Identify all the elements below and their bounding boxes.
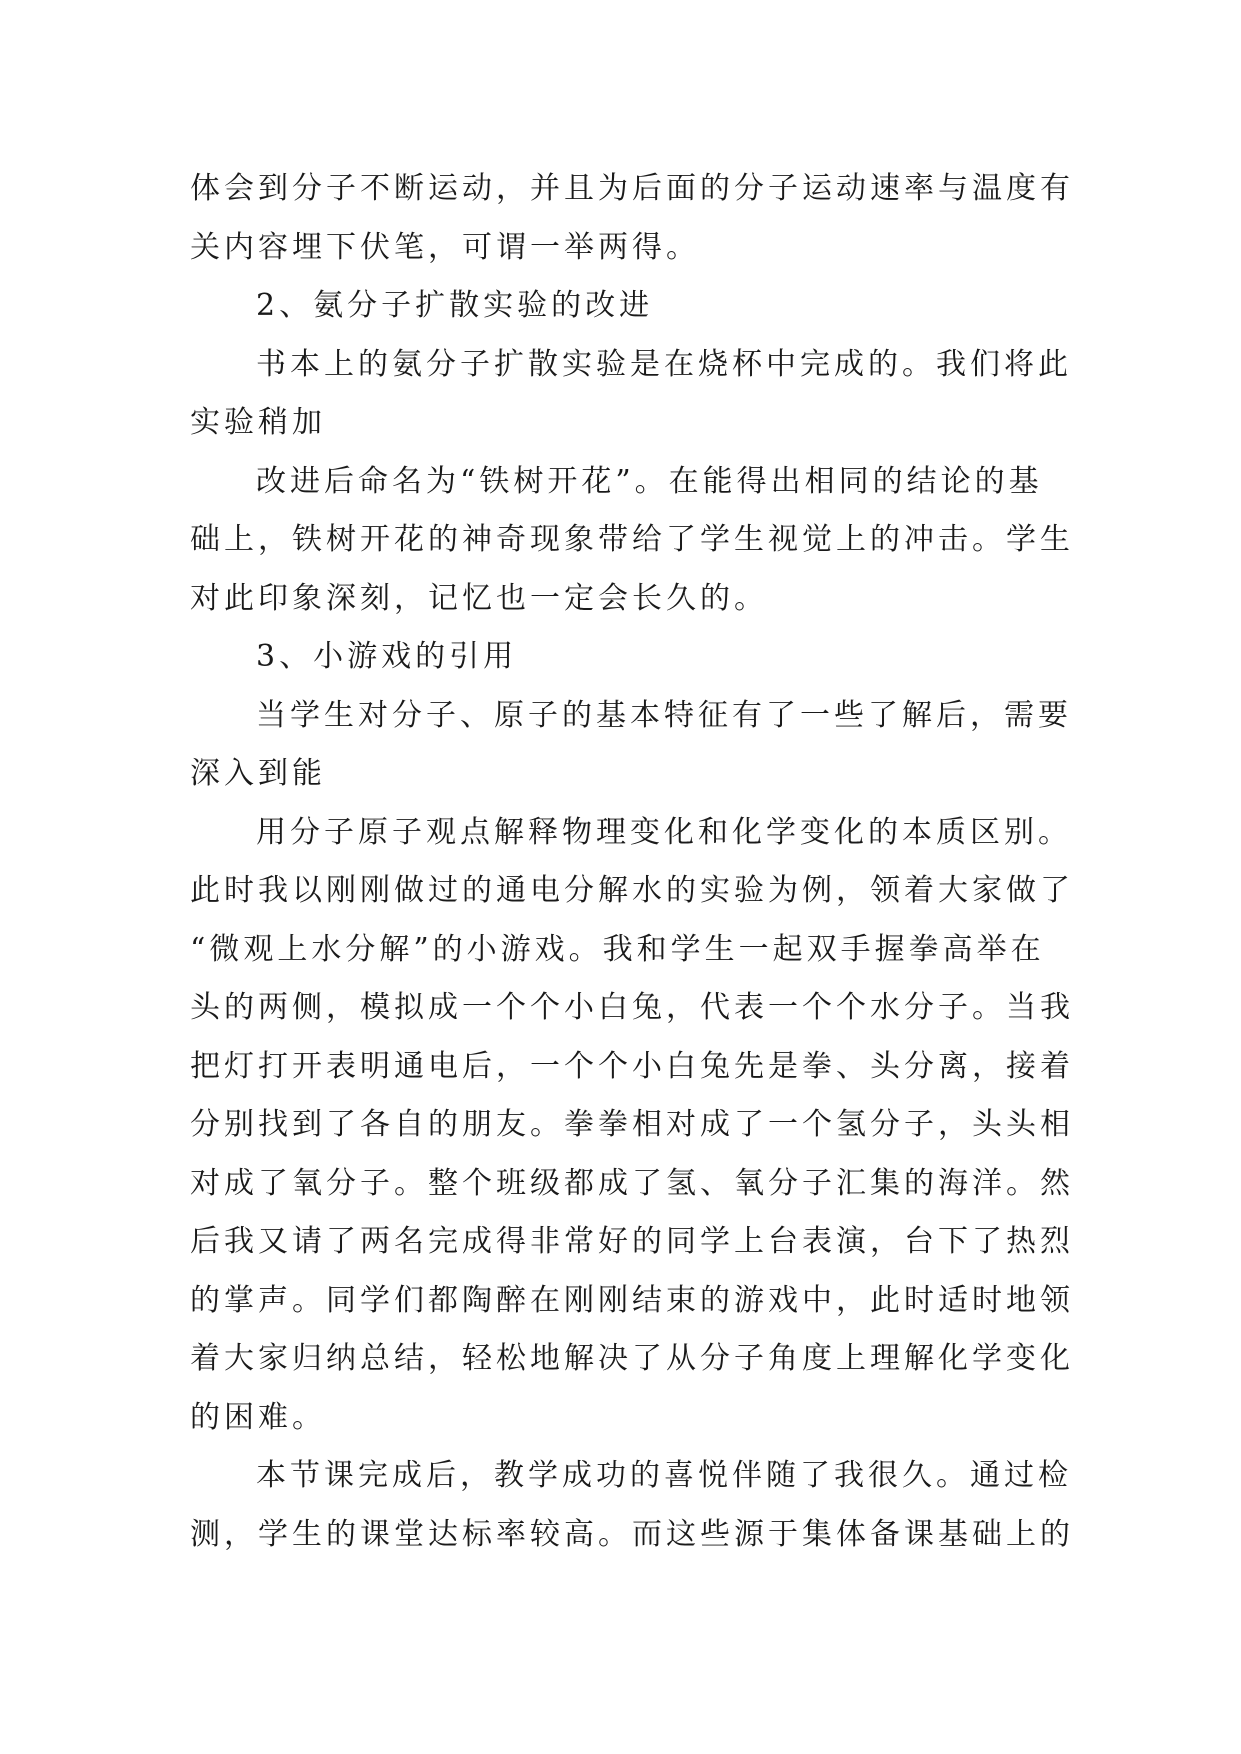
text-line: 此时我以刚刚做过的通电分解水的实验为例，领着大家做了 [190, 873, 1074, 908]
text-line: 改进后命名为“铁树开花”。在能得出相同的结论的基 [256, 463, 1043, 499]
text-line: 关内容埋下伏笔，可谓一举两得。 [190, 229, 700, 265]
text-line: 3、小游戏的引用 [256, 639, 518, 674]
text-line: 书本上的氨分子扩散实验是在烧杯中完成的。我们将此 [256, 346, 1072, 382]
text-line: 本节课完成后，教学成功的喜悦伴随了我很久。通过检 [256, 1458, 1072, 1493]
text-line: 头的两侧，模拟成一个个小白兔，代表一个个水分子。当我 [190, 990, 1074, 1025]
text-line: 测，学生的课堂达标率较高。而这些源于集体备课基础上的 [190, 1516, 1074, 1552]
text-line: 着大家归纳总结，轻松地解决了从分子角度上理解化学变化 [190, 1341, 1074, 1376]
text-line: 深入到能 [190, 756, 326, 791]
text-line: 的困难。 [190, 1399, 326, 1435]
text-line: 础上，铁树开花的神奇现象带给了学生视觉上的冲击。学生 [190, 522, 1074, 557]
text-line: 分别找到了各自的朋友。拳拳相对成了一个氢分子，头头相 [190, 1107, 1074, 1142]
text-line: 对成了氧分子。整个班级都成了氢、氧分子汇集的海洋。然 [190, 1165, 1074, 1201]
text-line: “微观上水分解”的小游戏。我和学生一起双手握拳高举在 [190, 931, 1045, 967]
text-line: 体会到分子不断运动，并且为后面的分子运动速率与温度有 [190, 171, 1074, 206]
text-line: 实验稍加 [190, 405, 326, 440]
text-line: 当学生对分子、原子的基本特征有了一些了解后，需要 [256, 697, 1072, 733]
text-line: 后我又请了两名完成得非常好的同学上台表演，台下了热烈 [190, 1224, 1074, 1259]
text-line: 的掌声。同学们都陶醉在刚刚结束的游戏中，此时适时地领 [190, 1282, 1074, 1318]
text-line: 2、氨分子扩散实验的改进 [256, 288, 654, 323]
document-body [190, 160, 1074, 1564]
text-line: 用分子原子观点解释物理变化和化学变化的本质区别。 [256, 814, 1072, 850]
text-line: 对此印象深刻，记忆也一定会长久的。 [190, 580, 768, 616]
text-line: 把灯打开表明通电后，一个个小白兔先是拳、头分离，接着 [190, 1048, 1074, 1084]
